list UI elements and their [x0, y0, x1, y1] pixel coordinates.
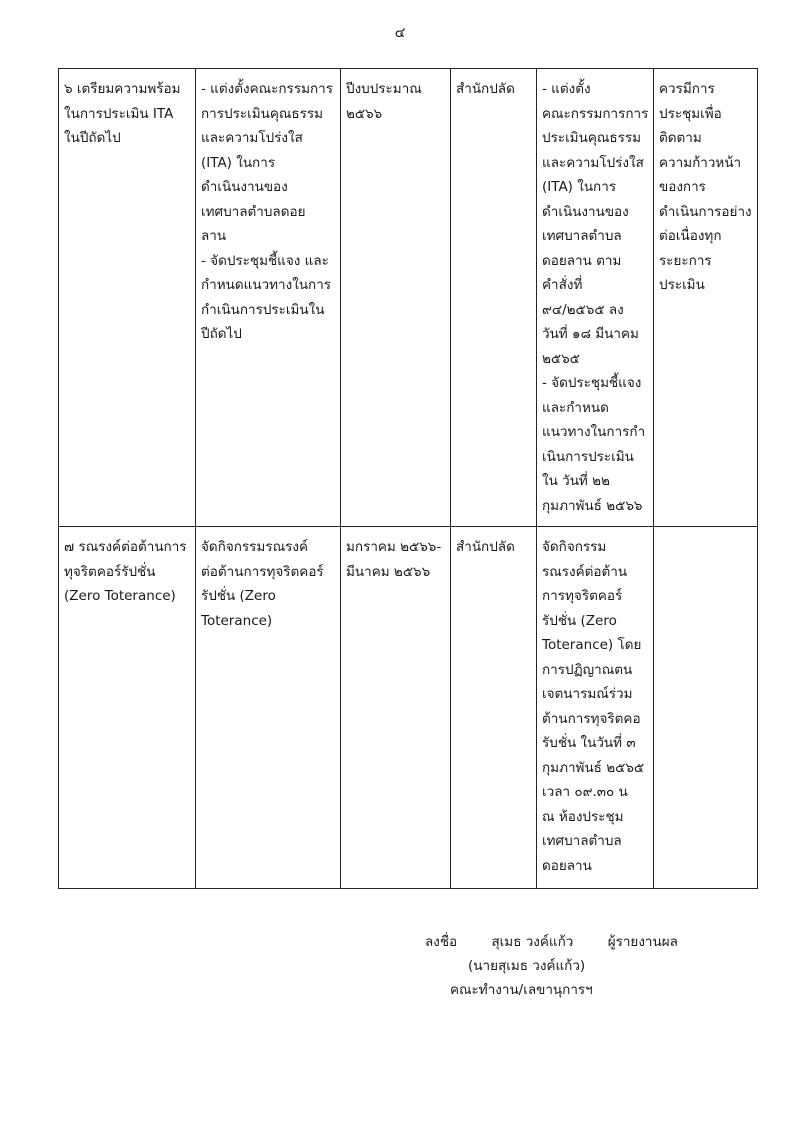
cell-line: ๒๕๖๕: [542, 350, 580, 367]
cell-line: Toterance): [201, 612, 273, 629]
cell-line: เทศบาลตำบล: [542, 833, 622, 849]
cell-line: ควรมีการ: [659, 81, 715, 97]
cell-line: กุมภาพันธ์ ๒๕๖๖: [542, 497, 643, 514]
cell-line: ระยะการ: [659, 252, 712, 269]
cell-line: ดำเนินการอย่าง: [659, 203, 752, 220]
cell-line: การทุจริตคอร์: [542, 588, 623, 604]
cell-line: การประเมินคุณธรรม: [201, 105, 324, 122]
cell-line: ๗ รณรงค์ต่อต้านการ: [64, 539, 187, 555]
cell-line: - จัดประชุมชี้แจง: [542, 375, 642, 391]
cell-line: ทุจริตคอร์รัปชั่น: [64, 563, 156, 580]
result-cell: [537, 527, 654, 889]
cell-line: ต่อต้านการทุจริตคอร์: [201, 563, 324, 580]
cell-line: ติดตาม: [659, 130, 702, 146]
report-table: [58, 68, 758, 889]
cell-line: มกราคม ๒๕๖๖-: [346, 539, 442, 555]
signer-role: ผู้รายงานผล: [607, 934, 678, 950]
signature-block: [400, 930, 700, 1002]
cell-line: (Zero Toterance): [64, 588, 176, 604]
cell-line: ต้านการทุจริตคอ: [542, 710, 641, 727]
cell-line: (ITA) ในการ: [542, 179, 617, 195]
cell-line: ปีงบประมาณ: [346, 81, 422, 97]
cell-line: ปีถัดไป: [201, 326, 242, 342]
cell-line: รัปชั่น (Zero: [201, 588, 276, 604]
cell-line: ณ ห้องประชุม: [542, 808, 624, 825]
cell-line: ๖ เตรียมความพร้อม: [64, 81, 181, 97]
remark-cell: [654, 527, 758, 889]
cell-line: มีนาคม ๒๕๖๖: [346, 563, 431, 580]
signature-label: ลงชื่อ: [425, 934, 458, 950]
cell-line: - แต่งตั้ง: [542, 81, 591, 97]
signature-line: [425, 930, 700, 954]
cell-line: รณรงค์ต่อต้าน: [542, 563, 628, 580]
cell-line: และกำหนด: [542, 399, 609, 416]
cell-line: ใน วันที่ ๒๒: [542, 473, 610, 489]
cell-line: คำสั่งที่: [542, 277, 583, 293]
signer-position: คณะทำงาน/เลขานุการฯ: [450, 982, 593, 998]
cell-line: รับชั่น ในวันที่ ๓: [542, 735, 636, 751]
cell-line: เทศบาลตำบลดอย: [201, 203, 306, 220]
result-cell: [537, 69, 654, 527]
cell-line: คณะกรรมการการ: [542, 105, 649, 122]
responsible-cell: [451, 69, 537, 527]
cell-line: ๒๕๖๖: [346, 105, 383, 122]
cell-line: ดำเนินงานของ: [201, 179, 288, 195]
cell-line: แนวทางในการกำ: [542, 424, 646, 440]
cell-line: และความโปร่งใส: [201, 130, 303, 146]
signer-full-name: (นายสุเมธ วงค์แก้ว): [468, 958, 586, 974]
cell-line: เนินการประเมิน: [542, 448, 634, 465]
cell-line: กำเนินการประเมินใน: [201, 301, 325, 318]
remark-cell: [654, 69, 758, 527]
cell-line: เวลา ๐๙.๓๐ น: [542, 784, 628, 800]
activity-cell: [59, 69, 196, 527]
cell-line: สำนักปลัด: [456, 539, 515, 555]
period-cell: [341, 69, 451, 527]
cell-line: ดอยลาน: [542, 857, 592, 874]
activity-cell: [59, 527, 196, 889]
cell-line: สำนักปลัด: [456, 81, 515, 97]
cell-line: วันที่ ๑๘ มีนาคม: [542, 326, 639, 342]
cell-line: ประเมินคุณธรรม: [542, 130, 642, 146]
signer-name: สุเมธ วงค์แก้ว: [491, 934, 574, 950]
cell-line: ความก้าวหน้า: [659, 154, 742, 171]
cell-line: จัดกิจกรรมรณรงค์: [201, 539, 308, 555]
cell-line: - แต่งตั้งคณะกรรมการ: [201, 81, 333, 97]
cell-line: ๙๔/๒๕๖๕ ลง: [542, 301, 624, 318]
cell-line: ประชุมเพื่อ: [659, 105, 722, 122]
cell-line: กุมภาพันธ์ ๒๕๖๕: [542, 759, 645, 776]
cell-line: ประเมิน: [659, 277, 705, 293]
cell-line: ในปีถัดไป: [64, 130, 121, 146]
cell-line: ในการประเมิน ITA: [64, 105, 174, 122]
table-row: [59, 69, 758, 527]
cell-line: รัปชั่น (Zero: [542, 612, 617, 629]
cell-line: เจตนารมณ์ร่วม: [542, 686, 633, 702]
cell-line: กำหนดแนวทางในการ: [201, 277, 332, 293]
cell-line: และความโปร่งใส: [542, 154, 644, 171]
period-cell: [341, 527, 451, 889]
cell-line: - จัดประชุมชี้แจง และ: [201, 252, 329, 269]
table-row: [59, 527, 758, 889]
cell-line: ดอยลาน ตาม: [542, 252, 622, 269]
cell-line: การปฏิญาณตน: [542, 661, 633, 678]
plan-cell: [196, 527, 341, 889]
cell-line: เทศบาลตำบล: [542, 228, 622, 244]
cell-line: (ITA) ในการ: [201, 154, 276, 171]
cell-line: ดำเนินงานของ: [542, 203, 629, 220]
cell-line: ของการ: [659, 179, 706, 195]
cell-line: ต่อเนื่องทุก: [659, 228, 722, 244]
plan-cell: [196, 69, 341, 527]
cell-line: ลาน: [201, 228, 227, 244]
page-number: ๔: [394, 25, 406, 41]
cell-line: Toterance) โดย: [542, 637, 642, 653]
cell-line: จัดกิจกรรม: [542, 539, 607, 555]
responsible-cell: [451, 527, 537, 889]
